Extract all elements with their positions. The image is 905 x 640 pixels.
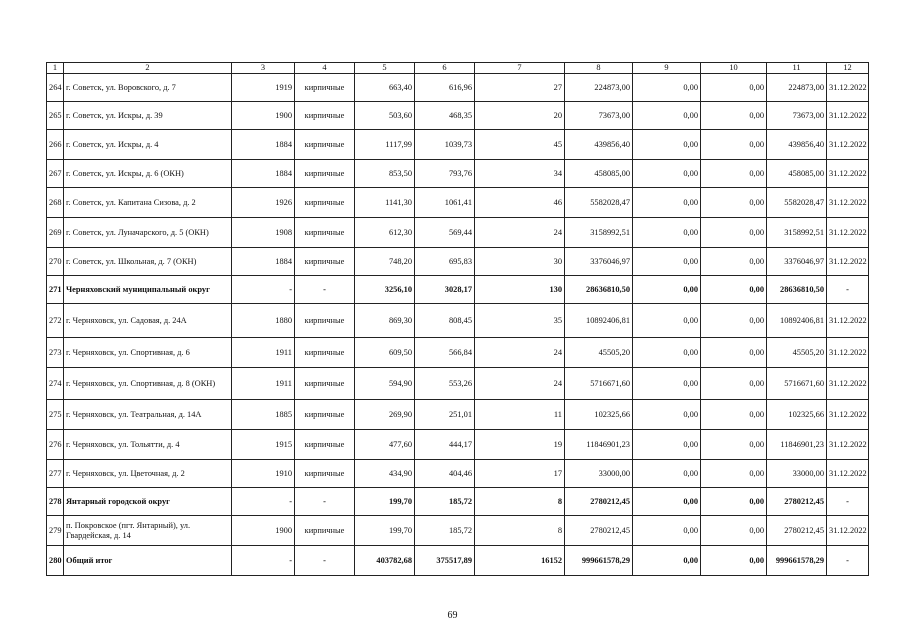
cell-row-number: 273 — [47, 338, 64, 368]
cell-living-area: 468,35 — [415, 102, 475, 130]
cell-cost-owners: 2780212,45 — [767, 516, 827, 546]
cell-cost-budget: 0,00 — [701, 430, 767, 460]
cell-address: г. Черняховск, ул. Театральная, д. 14А — [64, 400, 232, 430]
header-cell-cost-fund: 9 — [633, 63, 701, 74]
cell-living-area: 444,17 — [415, 430, 475, 460]
cell-residents: 24 — [475, 338, 565, 368]
cell-year-built: 1900 — [232, 102, 295, 130]
cell-row-number: 277 — [47, 460, 64, 488]
cell-cost-fund: 0,00 — [633, 74, 701, 102]
cell-deadline: 31.12.2022 — [827, 338, 869, 368]
page-number: 69 — [447, 610, 458, 621]
cell-cost-owners: 5716671,60 — [767, 368, 827, 400]
cell-cost-owners: 439856,40 — [767, 130, 827, 160]
cell-total-area: 199,70 — [355, 488, 415, 516]
cell-deadline: 31.12.2022 — [827, 400, 869, 430]
cell-address: Черняховский муниципальный округ — [64, 276, 232, 304]
cell-residents: 24 — [475, 218, 565, 248]
table-row — [47, 188, 869, 218]
cell-cost-budget: 0,00 — [701, 400, 767, 430]
header-cell-wall-material: 4 — [295, 63, 355, 74]
cell-total-area: 3256,10 — [355, 276, 415, 304]
cell-wall-material: кирпичные — [295, 460, 355, 488]
cell-deadline: 31.12.2022 — [827, 304, 869, 338]
cell-cost-total: 10892406,81 — [565, 304, 633, 338]
cell-total-area: 594,90 — [355, 368, 415, 400]
cell-year-built: 1884 — [232, 160, 295, 188]
cell-cost-budget: 0,00 — [701, 304, 767, 338]
cell-living-area: 1061,41 — [415, 188, 475, 218]
cell-wall-material: кирпичные — [295, 248, 355, 276]
cell-row-number: 275 — [47, 400, 64, 430]
cell-year-built: 1884 — [232, 248, 295, 276]
cell-cost-budget: 0,00 — [701, 546, 767, 576]
cell-residents: 35 — [475, 304, 565, 338]
cell-cost-budget: 0,00 — [701, 276, 767, 304]
table-row — [47, 488, 869, 516]
cell-cost-total: 999661578,29 — [565, 546, 633, 576]
cell-living-area: 569,44 — [415, 218, 475, 248]
table-row — [47, 430, 869, 460]
header-cell-address: 2 — [64, 63, 232, 74]
cell-cost-owners: 10892406,81 — [767, 304, 827, 338]
table-row — [47, 74, 869, 102]
cell-row-number: 274 — [47, 368, 64, 400]
cell-deadline: 31.12.2022 — [827, 188, 869, 218]
cell-total-area: 748,20 — [355, 248, 415, 276]
cell-cost-owners: 11846901,23 — [767, 430, 827, 460]
cell-residents: 16152 — [475, 546, 565, 576]
cell-residents: 8 — [475, 488, 565, 516]
cell-cost-fund: 0,00 — [633, 338, 701, 368]
cell-living-area: 375517,89 — [415, 546, 475, 576]
cell-wall-material: кирпичные — [295, 74, 355, 102]
cell-living-area: 695,83 — [415, 248, 475, 276]
cell-cost-budget: 0,00 — [701, 74, 767, 102]
cell-year-built: 1908 — [232, 218, 295, 248]
cell-cost-budget: 0,00 — [701, 102, 767, 130]
cell-row-number: 276 — [47, 430, 64, 460]
cell-deadline: 31.12.2022 — [827, 368, 869, 400]
cell-wall-material: кирпичные — [295, 516, 355, 546]
cell-cost-fund: 0,00 — [633, 248, 701, 276]
cell-deadline: - — [827, 276, 869, 304]
cell-row-number: 266 — [47, 130, 64, 160]
cell-cost-total: 11846901,23 — [565, 430, 633, 460]
cell-total-area: 199,70 — [355, 516, 415, 546]
cell-address: г. Черняховск, ул. Спортивная, д. 8 (ОКН) — [64, 368, 232, 400]
table-row — [47, 130, 869, 160]
cell-cost-owners: 5582028,47 — [767, 188, 827, 218]
cell-year-built: 1900 — [232, 516, 295, 546]
cell-cost-fund: 0,00 — [633, 304, 701, 338]
cell-living-area: 553,26 — [415, 368, 475, 400]
cell-address: г. Советск, ул. Капитана Сизова, д. 2 — [64, 188, 232, 218]
cell-cost-fund: 0,00 — [633, 276, 701, 304]
cell-row-number: 270 — [47, 248, 64, 276]
cell-cost-owners: 999661578,29 — [767, 546, 827, 576]
cell-residents: 34 — [475, 160, 565, 188]
cell-cost-owners: 73673,00 — [767, 102, 827, 130]
cell-cost-owners: 2780212,45 — [767, 488, 827, 516]
cell-cost-total: 224873,00 — [565, 74, 633, 102]
cell-cost-owners: 3158992,51 — [767, 218, 827, 248]
cell-cost-owners: 458085,00 — [767, 160, 827, 188]
cell-address: г. Черняховск, ул. Тольятти, д. 4 — [64, 430, 232, 460]
cell-row-number: 265 — [47, 102, 64, 130]
cell-wall-material: - — [295, 276, 355, 304]
table-row — [47, 546, 869, 576]
cell-total-area: 434,90 — [355, 460, 415, 488]
cell-address: г. Советск, ул. Искры, д. 6 (ОКН) — [64, 160, 232, 188]
header-cell-deadline: 12 — [827, 63, 869, 74]
header-cell-residents: 7 — [475, 63, 565, 74]
cell-residents: 20 — [475, 102, 565, 130]
cell-living-area: 404,46 — [415, 460, 475, 488]
cell-residents: 8 — [475, 516, 565, 546]
cell-year-built: 1926 — [232, 188, 295, 218]
cell-address: г. Черняховск, ул. Цветочная, д. 2 — [64, 460, 232, 488]
table-row — [47, 248, 869, 276]
cell-cost-budget: 0,00 — [701, 160, 767, 188]
cell-cost-total: 2780212,45 — [565, 516, 633, 546]
cell-cost-total: 3158992,51 — [565, 218, 633, 248]
cell-deadline: 31.12.2022 — [827, 130, 869, 160]
cell-total-area: 663,40 — [355, 74, 415, 102]
cell-living-area: 808,45 — [415, 304, 475, 338]
table-row — [47, 516, 869, 546]
cell-address: п. Покровское (пгт. Янтарный), ул. Гвардейская, д. 14 — [64, 516, 232, 546]
cell-cost-fund: 0,00 — [633, 102, 701, 130]
cell-deadline: 31.12.2022 — [827, 248, 869, 276]
cell-deadline: 31.12.2022 — [827, 218, 869, 248]
cell-cost-total: 458085,00 — [565, 160, 633, 188]
cell-wall-material: кирпичные — [295, 160, 355, 188]
cell-cost-owners: 33000,00 — [767, 460, 827, 488]
cell-cost-total: 5582028,47 — [565, 188, 633, 218]
cell-wall-material: кирпичные — [295, 218, 355, 248]
cell-wall-material: - — [295, 488, 355, 516]
cell-cost-fund: 0,00 — [633, 130, 701, 160]
cell-total-area: 269,90 — [355, 400, 415, 430]
cell-row-number: 268 — [47, 188, 64, 218]
cell-total-area: 403782,68 — [355, 546, 415, 576]
cell-year-built: 1911 — [232, 338, 295, 368]
cell-cost-owners: 224873,00 — [767, 74, 827, 102]
cell-residents: 17 — [475, 460, 565, 488]
cell-cost-budget: 0,00 — [701, 188, 767, 218]
cell-cost-total: 5716671,60 — [565, 368, 633, 400]
cell-living-area: 1039,73 — [415, 130, 475, 160]
cell-cost-budget: 0,00 — [701, 338, 767, 368]
cell-address: г. Советск, ул. Луначарского, д. 5 (ОКН) — [64, 218, 232, 248]
cell-year-built: 1884 — [232, 130, 295, 160]
cell-residents: 19 — [475, 430, 565, 460]
cell-total-area: 1117,99 — [355, 130, 415, 160]
cell-year-built: 1915 — [232, 430, 295, 460]
table-row — [47, 400, 869, 430]
header-cell-cost-owners: 11 — [767, 63, 827, 74]
cell-address: Общий итог — [64, 546, 232, 576]
cell-cost-total: 28636810,50 — [565, 276, 633, 304]
cell-deadline: 31.12.2022 — [827, 516, 869, 546]
cell-address: г. Черняховск, ул. Спортивная, д. 6 — [64, 338, 232, 368]
cell-deadline: - — [827, 546, 869, 576]
cell-cost-total: 439856,40 — [565, 130, 633, 160]
cell-row-number: 278 — [47, 488, 64, 516]
cell-living-area: 251,01 — [415, 400, 475, 430]
cell-living-area: 566,84 — [415, 338, 475, 368]
cell-address: г. Советск, ул. Искры, д. 4 — [64, 130, 232, 160]
cell-deadline: 31.12.2022 — [827, 74, 869, 102]
cell-cost-budget: 0,00 — [701, 488, 767, 516]
cell-address: г. Советск, ул. Искры, д. 39 — [64, 102, 232, 130]
cell-row-number: 272 — [47, 304, 64, 338]
header-cell-total-area: 5 — [355, 63, 415, 74]
header-cell-year-built: 3 — [232, 63, 295, 74]
cell-residents: 45 — [475, 130, 565, 160]
header-cell-cost-total: 8 — [565, 63, 633, 74]
cell-living-area: 793,76 — [415, 160, 475, 188]
cell-cost-fund: 0,00 — [633, 430, 701, 460]
cell-cost-budget: 0,00 — [701, 218, 767, 248]
cell-residents: 30 — [475, 248, 565, 276]
cell-cost-total: 73673,00 — [565, 102, 633, 130]
cell-cost-fund: 0,00 — [633, 160, 701, 188]
cell-deadline: 31.12.2022 — [827, 102, 869, 130]
cell-cost-budget: 0,00 — [701, 248, 767, 276]
cell-cost-fund: 0,00 — [633, 188, 701, 218]
cell-address: г. Черняховск, ул. Садовая, д. 24А — [64, 304, 232, 338]
cell-row-number: 271 — [47, 276, 64, 304]
cell-residents: 27 — [475, 74, 565, 102]
cell-cost-total: 102325,66 — [565, 400, 633, 430]
cell-residents: 130 — [475, 276, 565, 304]
cell-cost-budget: 0,00 — [701, 368, 767, 400]
cell-living-area: 3028,17 — [415, 276, 475, 304]
cell-year-built: - — [232, 546, 295, 576]
header-cell-living-area: 6 — [415, 63, 475, 74]
cell-total-area: 1141,30 — [355, 188, 415, 218]
cell-year-built: 1910 — [232, 460, 295, 488]
cell-cost-total: 33000,00 — [565, 460, 633, 488]
cell-address: Янтарный городской округ — [64, 488, 232, 516]
cell-deadline: 31.12.2022 — [827, 430, 869, 460]
cell-living-area: 616,96 — [415, 74, 475, 102]
cell-row-number: 280 — [47, 546, 64, 576]
cell-wall-material: кирпичные — [295, 304, 355, 338]
header-row — [47, 63, 869, 74]
cell-wall-material: кирпичные — [295, 368, 355, 400]
cell-wall-material: кирпичные — [295, 188, 355, 218]
cell-total-area: 612,30 — [355, 218, 415, 248]
cell-wall-material: кирпичные — [295, 338, 355, 368]
cell-wall-material: кирпичные — [295, 430, 355, 460]
cell-residents: 11 — [475, 400, 565, 430]
cell-cost-fund: 0,00 — [633, 460, 701, 488]
cell-address: г. Советск, ул. Воровского, д. 7 — [64, 74, 232, 102]
register-table — [46, 62, 869, 576]
cell-address: г. Советск, ул. Школьная, д. 7 (ОКН) — [64, 248, 232, 276]
cell-year-built: 1911 — [232, 368, 295, 400]
cell-living-area: 185,72 — [415, 516, 475, 546]
table-row — [47, 304, 869, 338]
cell-cost-owners: 45505,20 — [767, 338, 827, 368]
header-cell-cost-budget: 10 — [701, 63, 767, 74]
cell-living-area: 185,72 — [415, 488, 475, 516]
cell-deadline: - — [827, 488, 869, 516]
cell-row-number: 279 — [47, 516, 64, 546]
cell-row-number: 267 — [47, 160, 64, 188]
cell-total-area: 503,60 — [355, 102, 415, 130]
cell-residents: 46 — [475, 188, 565, 218]
cell-deadline: 31.12.2022 — [827, 460, 869, 488]
cell-cost-fund: 0,00 — [633, 368, 701, 400]
cell-total-area: 609,50 — [355, 338, 415, 368]
cell-cost-budget: 0,00 — [701, 130, 767, 160]
cell-cost-fund: 0,00 — [633, 546, 701, 576]
cell-cost-total: 3376046,97 — [565, 248, 633, 276]
cell-wall-material: кирпичные — [295, 400, 355, 430]
cell-year-built: - — [232, 276, 295, 304]
cell-deadline: 31.12.2022 — [827, 160, 869, 188]
cell-year-built: - — [232, 488, 295, 516]
cell-row-number: 264 — [47, 74, 64, 102]
cell-total-area: 869,30 — [355, 304, 415, 338]
cell-cost-budget: 0,00 — [701, 516, 767, 546]
cell-total-area: 477,60 — [355, 430, 415, 460]
cell-cost-owners: 102325,66 — [767, 400, 827, 430]
table-row — [47, 160, 869, 188]
cell-cost-budget: 0,00 — [701, 460, 767, 488]
cell-cost-total: 2780212,45 — [565, 488, 633, 516]
cell-cost-fund: 0,00 — [633, 516, 701, 546]
cell-cost-owners: 28636810,50 — [767, 276, 827, 304]
cell-residents: 24 — [475, 368, 565, 400]
table-row — [47, 368, 869, 400]
cell-cost-fund: 0,00 — [633, 488, 701, 516]
cell-year-built: 1880 — [232, 304, 295, 338]
cell-total-area: 853,50 — [355, 160, 415, 188]
cell-cost-fund: 0,00 — [633, 218, 701, 248]
table-row — [47, 102, 869, 130]
cell-cost-total: 45505,20 — [565, 338, 633, 368]
cell-wall-material: кирпичные — [295, 130, 355, 160]
table-row — [47, 338, 869, 368]
header-cell-row-number: 1 — [47, 63, 64, 74]
cell-year-built: 1885 — [232, 400, 295, 430]
table-row — [47, 276, 869, 304]
cell-row-number: 269 — [47, 218, 64, 248]
cell-wall-material: кирпичные — [295, 102, 355, 130]
table-row — [47, 218, 869, 248]
cell-cost-fund: 0,00 — [633, 400, 701, 430]
cell-cost-owners: 3376046,97 — [767, 248, 827, 276]
cell-wall-material: - — [295, 546, 355, 576]
cell-year-built: 1919 — [232, 74, 295, 102]
table-row — [47, 460, 869, 488]
